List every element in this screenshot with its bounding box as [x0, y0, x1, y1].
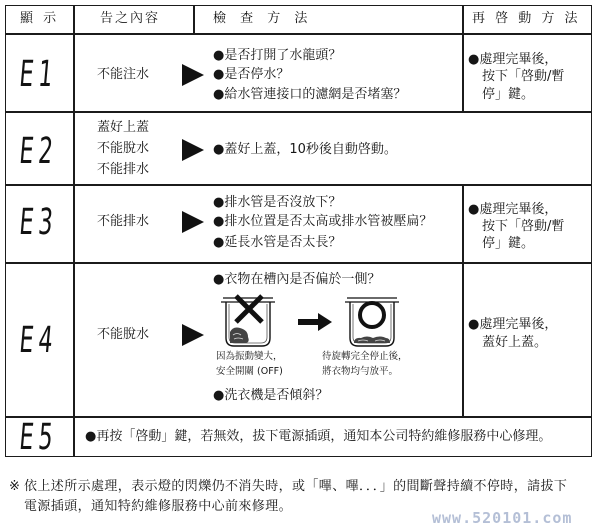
column-divider-restart-bottom [462, 184, 464, 416]
footnote-mark: ※ [9, 479, 20, 494]
e3-restart-2: 按下「啓動/暫 [482, 219, 565, 234]
clothes-even-layer [354, 337, 390, 344]
error-code-e3: E3 [17, 202, 60, 243]
clothes-lump [230, 328, 249, 344]
arrow-right-shape [182, 324, 204, 346]
o-mark-icon [360, 303, 384, 327]
e1-notice: 不能注水 [97, 67, 150, 82]
balanced-drum-illustration [345, 298, 399, 346]
column-divider-restart-top [462, 5, 464, 111]
header-check: 檢 查 方 法 [213, 11, 313, 26]
error-code-e5: E5 [17, 417, 60, 458]
e3-restart-1: ●處理完畢後， [468, 202, 558, 217]
e1-restart-3: 停」鍵。 [482, 87, 535, 102]
e5-action: ●再按「啓動」鍵，若無效，拔下電源插頭，通知本公司特約維修服務中心修理。 [85, 429, 552, 444]
e3-check-2: ●排水位置是否太高或排水管被壓扁？ [213, 214, 433, 229]
footnote-line-2: 電源插頭，通知特約維修服務中心前來修理。 [24, 499, 293, 514]
e4-wrong-caption-1: 因為振動變大， [216, 351, 283, 362]
e2-notice-3: 不能排水 [97, 162, 150, 177]
e1-restart-2: 按下「啓動/暫 [482, 69, 565, 84]
error-code-e4: E4 [17, 320, 60, 361]
unbalanced-drum-illustration [221, 296, 275, 346]
e3-restart-3: 停」鍵。 [482, 236, 535, 251]
header-restart: 再 啓 動 方 法 [472, 11, 581, 26]
drum-rim [221, 298, 275, 302]
footnote-line-1: 依上述所示處理，表示燈的閃爍仍不消失時，或「嗶、嗶．．．」的間斷聲持續不停時，請拔下 [24, 479, 568, 494]
arrow-right-shape [182, 211, 204, 233]
e4-right-caption-2: 將衣物均勻放平。 [322, 366, 399, 377]
arrow-right-icon [298, 313, 332, 331]
e4-restart-2: 蓋好上蓋。 [482, 335, 548, 350]
arrow-right-shape [182, 139, 204, 161]
e4-wrong-caption-2: 安全開關 (OFF) [216, 366, 283, 377]
column-divider-notice-header [193, 5, 195, 33]
e4-notice: 不能脫水 [97, 327, 150, 342]
e2-check-1: ●蓋好上蓋，10秒後自動啓動。 [213, 142, 397, 157]
arrow-right-icon [181, 210, 205, 234]
e1-check-1: ●是否打開了水龍頭？ [213, 48, 342, 63]
arrow-right-icon [181, 63, 205, 87]
header-display: 顯 示 [20, 11, 60, 26]
row-divider-e4-e5 [5, 416, 592, 418]
e4-balance-illustration [210, 288, 410, 354]
e3-notice: 不能排水 [97, 214, 150, 229]
e3-check-3: ●延長水管是否太長？ [213, 235, 342, 250]
x-mark-icon [236, 296, 262, 322]
drum-inner-wall [353, 304, 391, 343]
row-divider-e3-e4 [5, 262, 592, 264]
e1-check-3: ●給水管連接口的濾網是否堵塞？ [213, 87, 407, 102]
arrow-right-icon [181, 138, 205, 162]
e4-right-caption-1: 待旋轉完全停止後， [322, 351, 408, 362]
e2-notice-1: 蓋好上蓋 [97, 120, 150, 135]
arrow-head [318, 313, 332, 331]
watermark-url: www.520101.com [432, 509, 573, 527]
column-divider-code [73, 5, 75, 457]
error-code-e1: E1 [17, 54, 60, 95]
e4-check-1: ●衣物在槽內是否偏於一側？ [213, 272, 381, 287]
e4-check-2: ●洗衣機是否傾斜？ [213, 388, 329, 403]
arrow-right-shape [182, 64, 204, 86]
e2-notice-2: 不能脫水 [97, 141, 150, 156]
arrow-right-icon [181, 323, 205, 347]
header-divider [5, 33, 592, 35]
header-notice: 告之內容 [100, 11, 161, 26]
e1-check-2: ●是否停水？ [213, 67, 290, 82]
e4-restart-1: ●處理完畢後， [468, 317, 558, 332]
e1-restart-1: ●處理完畢後， [468, 52, 558, 67]
row-divider-e1-e2 [5, 111, 592, 113]
error-code-e2: E2 [17, 131, 60, 172]
row-divider-e2-e3 [5, 184, 592, 186]
e3-check-1: ●排水管是否沒放下？ [213, 195, 342, 210]
